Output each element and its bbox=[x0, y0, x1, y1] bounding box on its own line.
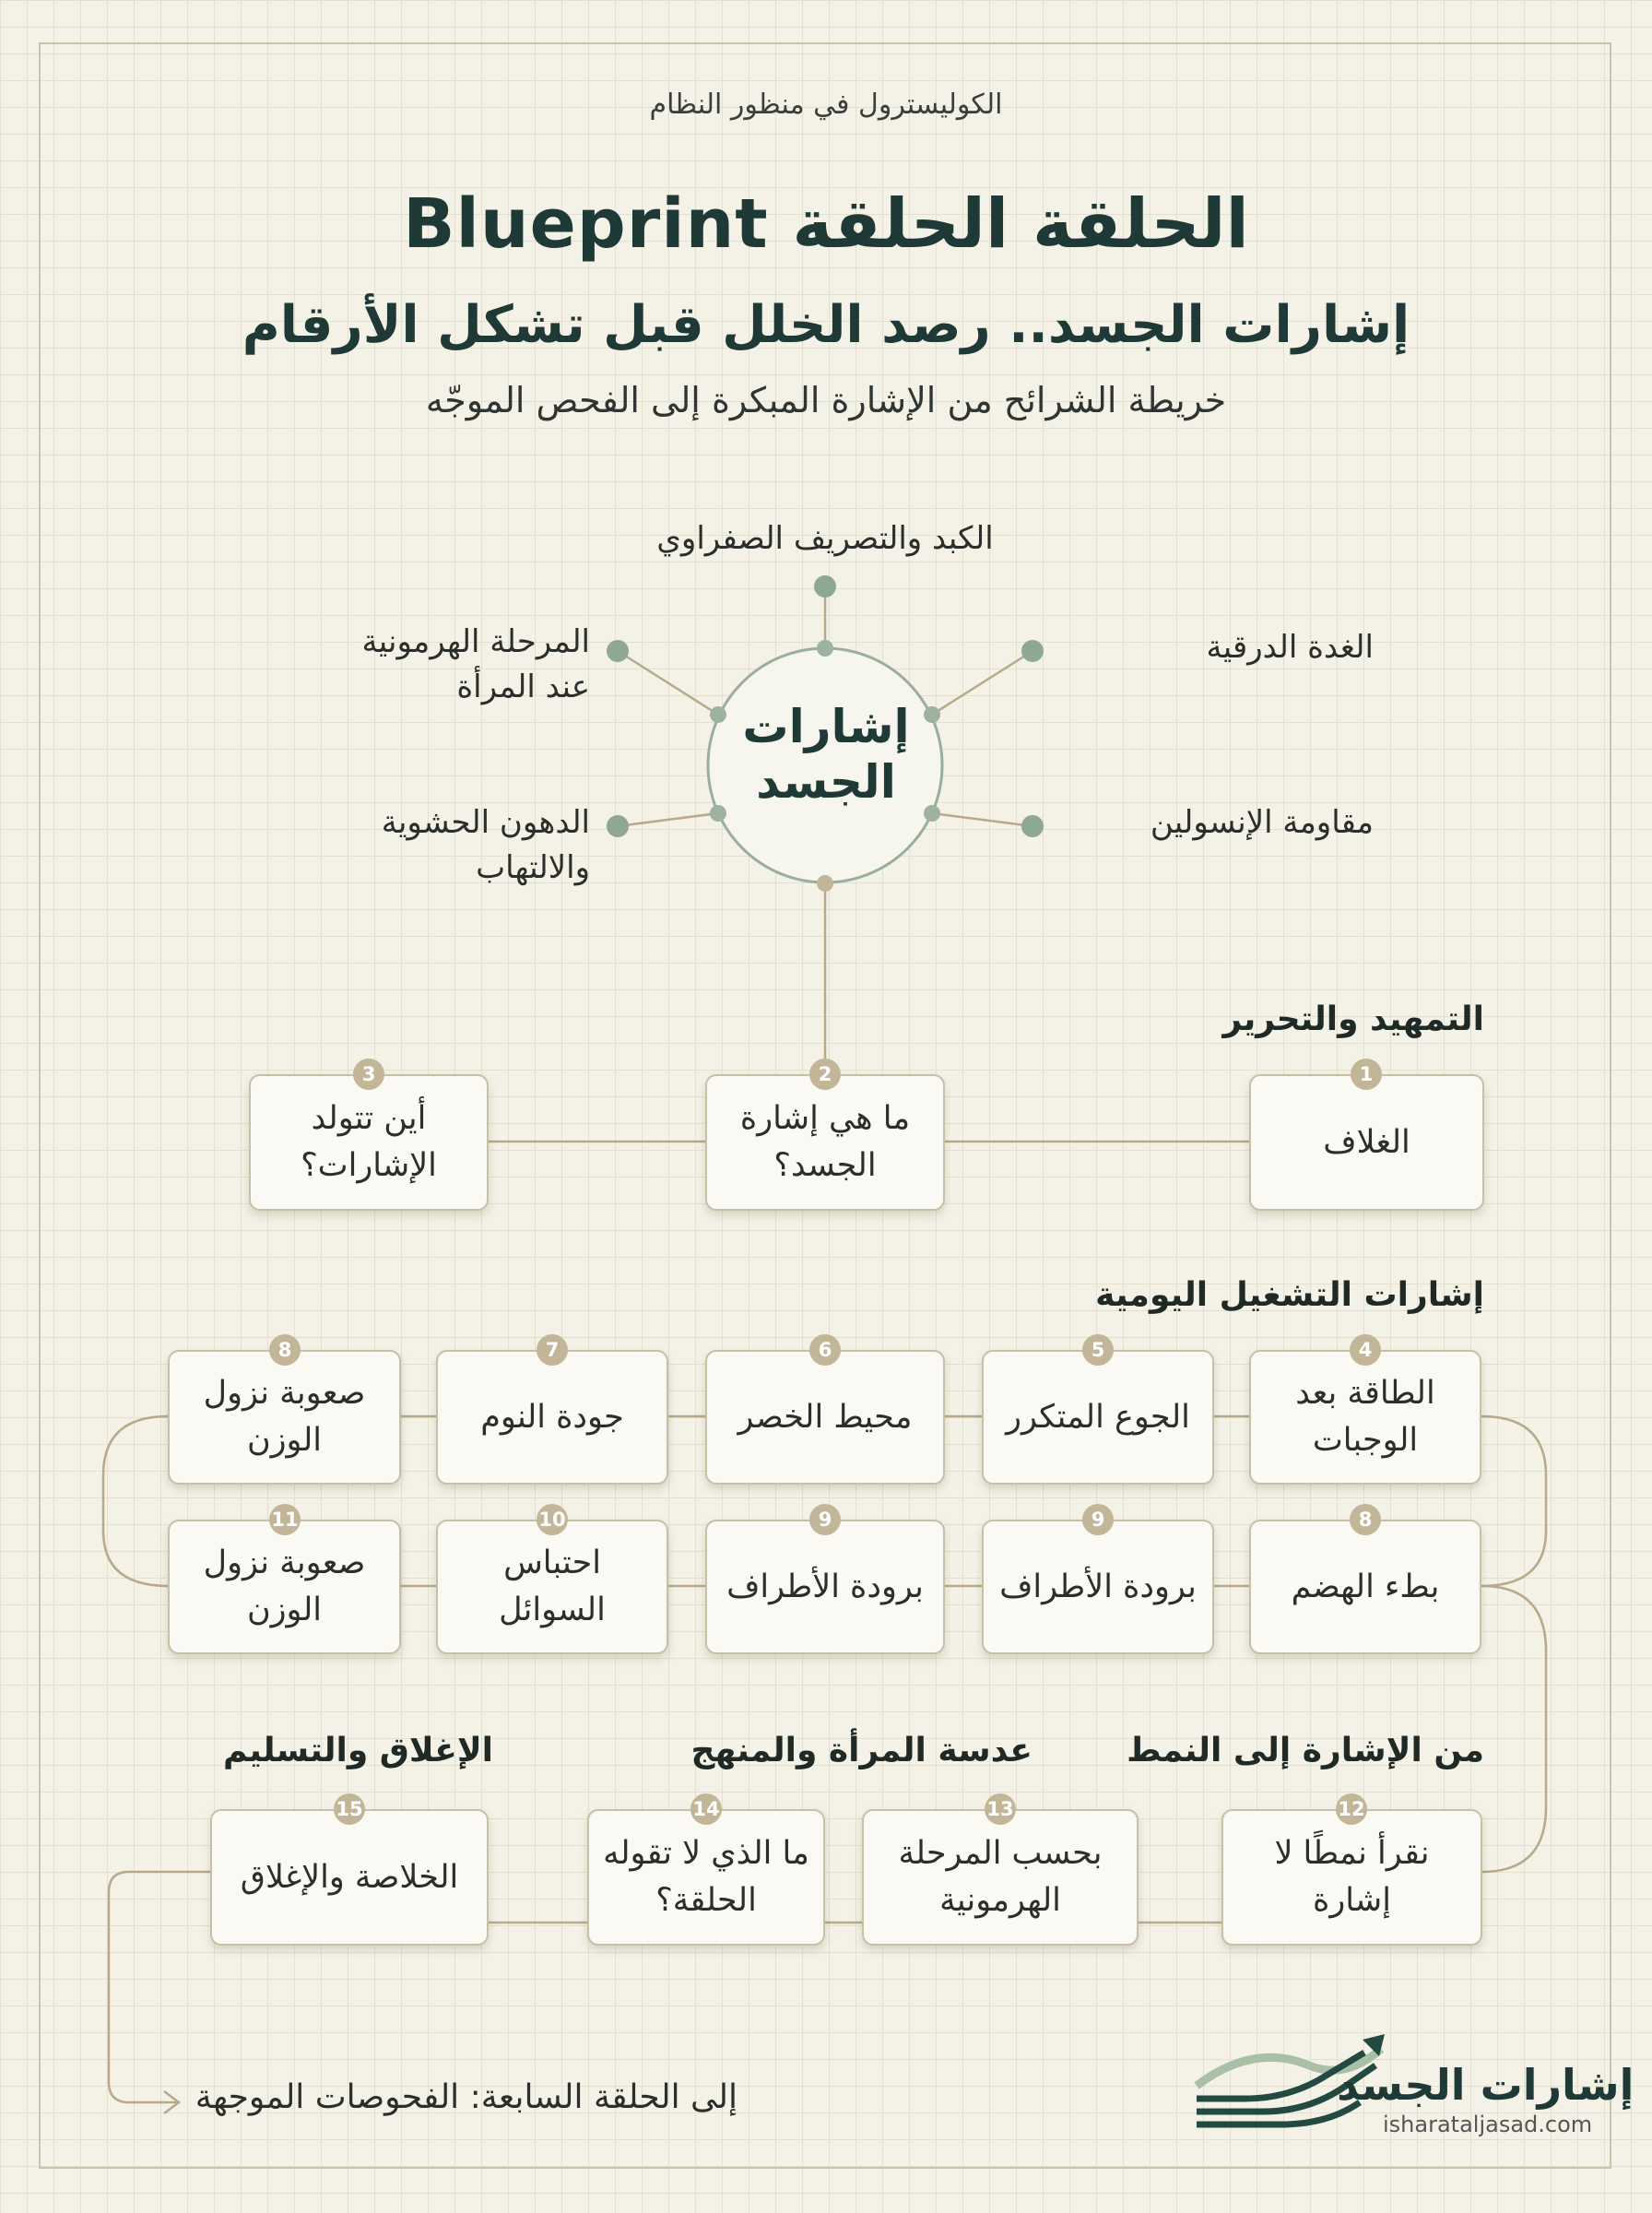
next-episode-link[interactable]: إلى الحلقة السابعة: الفحوصات الموجهة bbox=[195, 2078, 738, 2116]
node-bottom-right bbox=[1021, 815, 1044, 837]
card-r9a[interactable] bbox=[982, 1520, 1214, 1654]
page-subtitle: إشارات الجسد.. رصد الخلل قبل تشكل الأرقام bbox=[242, 295, 1410, 355]
card-5[interactable] bbox=[982, 1350, 1214, 1485]
card-13[interactable] bbox=[862, 1809, 1139, 1946]
section-lens: عدسة المرأة والمنهج bbox=[690, 1732, 1032, 1769]
hub-label: إشارات الجسد bbox=[742, 700, 910, 809]
badge-1: 1 bbox=[1351, 1059, 1382, 1090]
badge-12: 12 bbox=[1336, 1793, 1367, 1825]
section-closing: الإغلاق والتسليم bbox=[223, 1732, 493, 1769]
section-pattern: من الإشارة إلى النمط bbox=[1127, 1732, 1484, 1769]
spoke-label-hormonal: المرحلة الهرمونية عند المرأة bbox=[361, 623, 590, 706]
page-title: الحلقة الحلقة Blueprint bbox=[403, 184, 1249, 264]
card-label: احتباس السوائل bbox=[499, 1544, 606, 1628]
badge-15: 15 bbox=[334, 1793, 365, 1825]
card-r10[interactable] bbox=[436, 1520, 668, 1654]
badge-r10: 10 bbox=[537, 1504, 568, 1535]
card-label: نقرأ نمطًا لا إشارة bbox=[1274, 1835, 1430, 1919]
card-label: الخلاصة والإغلاق bbox=[240, 1858, 459, 1896]
section-intro: التمهيد والتحرير bbox=[1222, 1000, 1484, 1038]
card-label: برودة الأطراف bbox=[999, 1568, 1197, 1605]
card-3[interactable] bbox=[249, 1074, 489, 1211]
spoke-label-liver: الكبد والتصريف الصفراوي bbox=[656, 520, 994, 557]
card-label: صعوبة نزول الوزن bbox=[203, 1375, 366, 1459]
spoke-top-left bbox=[618, 651, 718, 715]
card-15[interactable] bbox=[210, 1809, 489, 1946]
brand-logo-text: إشارات الجسد bbox=[1337, 2060, 1634, 2110]
spoke-label-insulin: مقاومة الإنسولين bbox=[1150, 804, 1374, 841]
badge-r11: 11 bbox=[269, 1504, 301, 1535]
badge-13: 13 bbox=[985, 1793, 1016, 1825]
spoke-label-thyroid: الغدة الدرقية bbox=[1206, 629, 1374, 666]
badge-14: 14 bbox=[690, 1793, 722, 1825]
spoke-top-right bbox=[932, 651, 1032, 715]
badge-r8: 8 bbox=[1350, 1504, 1381, 1535]
section-daily: إشارات التشغيل اليومية bbox=[1095, 1276, 1484, 1314]
card-label: صعوبة نزول الوزن bbox=[203, 1544, 366, 1628]
card-label: ما هي إشارة الجسد؟ bbox=[739, 1100, 911, 1184]
node-top-left bbox=[607, 640, 629, 662]
brand-url: isharataljasad.com bbox=[1383, 2112, 1593, 2137]
card-1[interactable] bbox=[1249, 1074, 1484, 1211]
spoke-bottom-left bbox=[618, 813, 718, 826]
badge-r9b: 9 bbox=[809, 1504, 841, 1535]
card-label: الغلاف bbox=[1323, 1123, 1410, 1161]
node-top bbox=[814, 575, 836, 598]
card-label: بحسب المرحلة الهرمونية bbox=[898, 1835, 1103, 1919]
badge-r9a: 9 bbox=[1082, 1504, 1114, 1535]
card-2[interactable] bbox=[705, 1074, 945, 1211]
badge-2: 2 bbox=[809, 1059, 841, 1090]
card-label: بطء الهضم bbox=[1291, 1568, 1440, 1605]
badge-3: 3 bbox=[353, 1059, 384, 1090]
card-14[interactable] bbox=[587, 1809, 825, 1946]
badge-7: 7 bbox=[537, 1334, 568, 1366]
page-tagline: خريطة الشرائح من الإشارة المبكرة إلى الفحص الموجّه bbox=[425, 380, 1227, 420]
badge-5: 5 bbox=[1082, 1334, 1114, 1366]
badge-4: 4 bbox=[1350, 1334, 1381, 1366]
card-12[interactable] bbox=[1221, 1809, 1482, 1946]
spoke-label-visceral: الدهون الحشوية والالتهاب bbox=[381, 804, 590, 887]
spoke-bottom-right bbox=[932, 813, 1032, 826]
badge-8: 8 bbox=[269, 1334, 301, 1366]
card-8[interactable] bbox=[168, 1350, 401, 1485]
node-top-right bbox=[1021, 640, 1044, 662]
card-4[interactable] bbox=[1249, 1350, 1481, 1485]
card-label: برودة الأطراف bbox=[726, 1568, 924, 1605]
card-r8[interactable] bbox=[1249, 1520, 1481, 1654]
card-label: ما الذي لا تقوله الحلقة؟ bbox=[603, 1835, 809, 1919]
card-label: جودة النوم bbox=[480, 1398, 624, 1436]
series-label: الكوليسترول في منظور النظام bbox=[649, 89, 1003, 121]
badge-6: 6 bbox=[809, 1334, 841, 1366]
card-label: محيط الخصر bbox=[738, 1398, 913, 1436]
card-6[interactable] bbox=[705, 1350, 945, 1485]
card-label: الجوع المتكرر bbox=[1006, 1398, 1190, 1436]
card-7[interactable] bbox=[436, 1350, 668, 1485]
card-label: أين تتولد الإشارات؟ bbox=[301, 1100, 437, 1184]
node-bottom-left bbox=[607, 815, 629, 837]
card-label: الطاقة بعد الوجبات bbox=[1295, 1375, 1435, 1459]
card-r11[interactable] bbox=[168, 1520, 401, 1654]
card-r9b[interactable] bbox=[705, 1520, 945, 1654]
